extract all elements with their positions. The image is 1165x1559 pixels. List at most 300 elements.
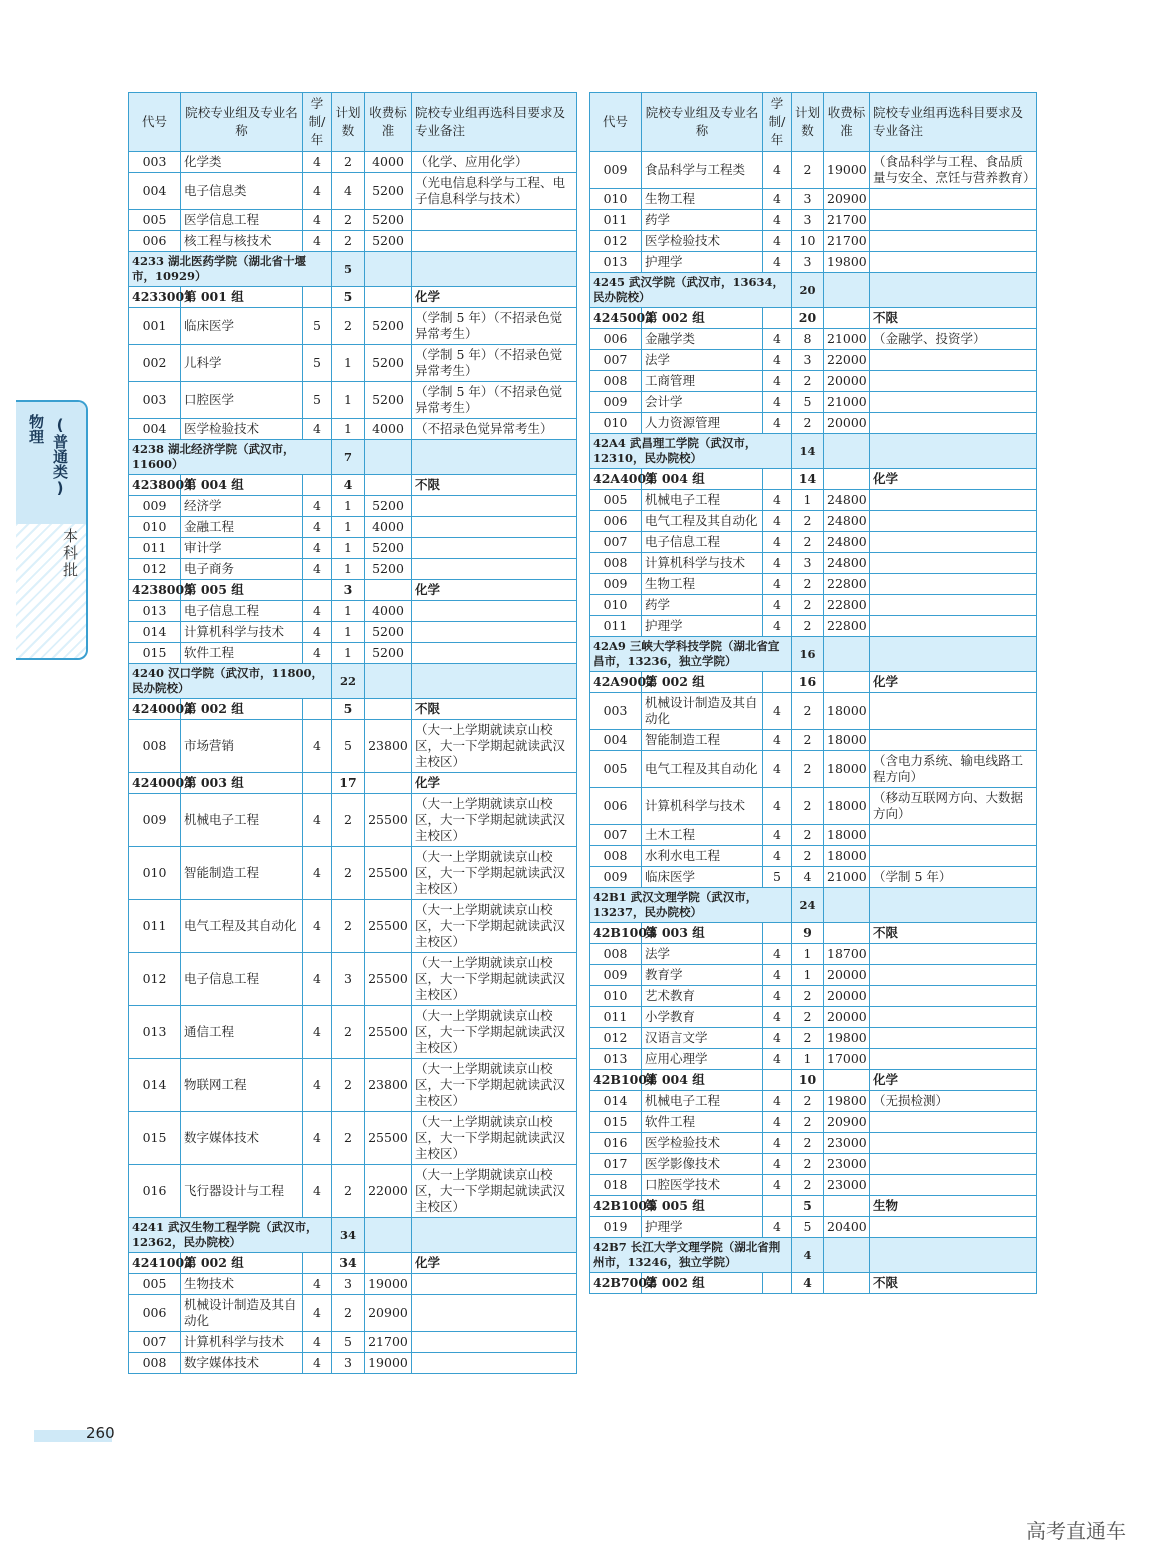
major-row: [590, 751, 1037, 788]
major-years: 4: [763, 511, 792, 532]
major-years: 4: [303, 622, 332, 643]
major-name: 水利水电工程: [642, 846, 763, 867]
major-code: 002: [129, 345, 181, 382]
major-name: 临床医学: [642, 867, 763, 888]
major-plan: 2: [332, 1295, 365, 1332]
major-note: [412, 1295, 577, 1332]
major-name: 经济学: [181, 496, 303, 517]
major-row: [129, 1112, 577, 1165]
group-fee-empty: [824, 1196, 870, 1217]
major-row: [129, 794, 577, 847]
major-row: [129, 1165, 577, 1218]
major-plan: 5: [792, 392, 824, 413]
major-years: 4: [763, 1133, 792, 1154]
major-row: [129, 1006, 577, 1059]
major-row: [590, 825, 1037, 846]
major-name: 法学: [642, 944, 763, 965]
major-code: 009: [590, 574, 642, 595]
major-plan: 1: [332, 419, 365, 440]
major-years: 4: [303, 601, 332, 622]
major-row: [590, 1112, 1037, 1133]
group-requirement: 不限: [870, 308, 1037, 329]
major-years: 4: [763, 413, 792, 434]
major-note: [870, 965, 1037, 986]
group-requirement: 不限: [870, 923, 1037, 944]
major-years: 4: [303, 1112, 332, 1165]
school-note-empty: [870, 273, 1037, 308]
group-row: [590, 923, 1037, 944]
major-years: 4: [303, 559, 332, 580]
major-fee: 20000: [824, 1007, 870, 1028]
major-fee: 19000: [365, 1353, 412, 1374]
major-fee: 25500: [365, 953, 412, 1006]
major-name: 智能制造工程: [642, 730, 763, 751]
group-name: 第 004 组: [642, 1070, 763, 1091]
major-note: [870, 511, 1037, 532]
group-years-empty: [763, 1273, 792, 1294]
group-code: 42B1005: [590, 1196, 642, 1217]
major-plan: 3: [792, 189, 824, 210]
major-row: [590, 1175, 1037, 1196]
major-code: 016: [129, 1165, 181, 1218]
major-plan: 2: [792, 751, 824, 788]
school-plan: 22: [332, 664, 365, 699]
major-years: 4: [763, 1217, 792, 1238]
major-years: 4: [303, 210, 332, 231]
major-name: 人力资源管理: [642, 413, 763, 434]
major-years: 4: [763, 532, 792, 553]
group-plan: 3: [332, 580, 365, 601]
major-name: 小学教育: [642, 1007, 763, 1028]
major-name: 金融学类: [642, 329, 763, 350]
major-code: 008: [590, 944, 642, 965]
group-requirement: 化学: [870, 1070, 1037, 1091]
major-note: [870, 490, 1037, 511]
major-years: 5: [763, 867, 792, 888]
major-fee: 4000: [365, 601, 412, 622]
major-fee: 21700: [365, 1332, 412, 1353]
major-row: [590, 846, 1037, 867]
header-name: 院校专业组及专业名称: [642, 93, 763, 152]
major-note: （金融学、投资学）: [870, 329, 1037, 350]
major-fee: 5200: [365, 382, 412, 419]
major-fee: 25500: [365, 1112, 412, 1165]
major-note: [870, 189, 1037, 210]
group-row: [129, 287, 577, 308]
school-row: [129, 252, 577, 287]
group-row: [129, 475, 577, 496]
major-plan: 1: [332, 622, 365, 643]
major-fee: 23800: [365, 1059, 412, 1112]
major-row: [590, 574, 1037, 595]
major-fee: 5200: [365, 173, 412, 210]
major-note: [412, 231, 577, 252]
major-fee: 21700: [824, 210, 870, 231]
school-name: 4241 武汉生物工程学院（武汉市，12362，民办院校）: [129, 1218, 332, 1253]
major-fee: 23000: [824, 1154, 870, 1175]
group-requirement: 化学: [870, 469, 1037, 490]
left-table: [128, 92, 577, 1374]
major-code: 010: [129, 847, 181, 900]
major-name: 临床医学: [181, 308, 303, 345]
major-name: 电子信息工程: [181, 953, 303, 1006]
major-plan: 3: [332, 953, 365, 1006]
major-name: 电气工程及其自动化: [181, 900, 303, 953]
major-row: [129, 1353, 577, 1374]
major-plan: 2: [332, 231, 365, 252]
major-code: 005: [129, 1274, 181, 1295]
major-code: 014: [129, 1059, 181, 1112]
major-years: 4: [303, 1006, 332, 1059]
group-years-empty: [303, 475, 332, 496]
major-fee: 4000: [365, 152, 412, 173]
major-name: 机械电子工程: [642, 1091, 763, 1112]
major-note: （大一上学期就读京山校区，大一下学期起就读武汉主校区）: [412, 720, 577, 773]
major-note: （光电信息科学与工程、电子信息科学与技术）: [412, 173, 577, 210]
left-table-body: [129, 152, 577, 1374]
major-plan: 2: [792, 986, 824, 1007]
major-code: 010: [590, 595, 642, 616]
major-name: 口腔医学技术: [642, 1175, 763, 1196]
major-code: 005: [590, 751, 642, 788]
major-years: 4: [763, 329, 792, 350]
group-fee-empty: [824, 1273, 870, 1294]
major-years: 4: [763, 1154, 792, 1175]
school-plan: 14: [792, 434, 824, 469]
major-plan: 2: [792, 511, 824, 532]
major-years: 5: [303, 382, 332, 419]
school-name: 4240 汉口学院（武汉市，11800，民办院校）: [129, 664, 332, 699]
major-name: 数字媒体技术: [181, 1353, 303, 1374]
group-plan: 4: [792, 1273, 824, 1294]
group-plan: 9: [792, 923, 824, 944]
school-name: 4233 湖北医药学院（湖北省十堰市，10929）: [129, 252, 332, 287]
group-code: 42A9002: [590, 672, 642, 693]
major-years: 4: [303, 847, 332, 900]
major-fee: 17000: [824, 1049, 870, 1070]
major-plan: 2: [792, 846, 824, 867]
major-note: [870, 986, 1037, 1007]
major-row: [590, 252, 1037, 273]
major-note: （学制 5 年）（不招录色觉异常考生）: [412, 308, 577, 345]
major-row: [129, 345, 577, 382]
major-plan: 3: [332, 1353, 365, 1374]
major-code: 012: [129, 953, 181, 1006]
major-row: [129, 643, 577, 664]
major-code: 004: [129, 419, 181, 440]
major-code: 014: [590, 1091, 642, 1112]
group-name: 第 002 组: [642, 672, 763, 693]
major-years: 4: [763, 1112, 792, 1133]
school-fee-empty: [824, 273, 870, 308]
major-years: 4: [303, 419, 332, 440]
school-fee-empty: [824, 637, 870, 672]
major-note: [870, 616, 1037, 637]
major-row: [590, 152, 1037, 189]
major-plan: 2: [332, 1112, 365, 1165]
major-code: 009: [129, 496, 181, 517]
major-fee: 22000: [365, 1165, 412, 1218]
major-name: 机械电子工程: [642, 490, 763, 511]
major-name: 教育学: [642, 965, 763, 986]
major-note: （含电力系统、输电线路工程方向）: [870, 751, 1037, 788]
major-fee: 24800: [824, 511, 870, 532]
group-fee-empty: [365, 287, 412, 308]
major-code: 016: [590, 1133, 642, 1154]
major-name: 口腔医学: [181, 382, 303, 419]
school-name: 42B1 武汉文理学院（武汉市，13237，民办院校）: [590, 888, 792, 923]
major-years: 4: [303, 794, 332, 847]
major-years: 4: [763, 1175, 792, 1196]
major-plan: 10: [792, 231, 824, 252]
group-years-empty: [763, 923, 792, 944]
major-row: [590, 371, 1037, 392]
major-fee: 20400: [824, 1217, 870, 1238]
group-name: 第 005 组: [181, 580, 303, 601]
major-plan: 3: [792, 553, 824, 574]
major-code: 013: [590, 1049, 642, 1070]
major-fee: 24800: [824, 532, 870, 553]
major-plan: 1: [792, 1049, 824, 1070]
major-note: [870, 1133, 1037, 1154]
major-name: 生物工程: [642, 189, 763, 210]
header-plan: 计划数: [332, 93, 365, 152]
major-name: 计算机科学与技术: [181, 1332, 303, 1353]
group-code: 4238004: [129, 475, 181, 496]
group-code: 4241002: [129, 1253, 181, 1274]
major-note: （无损检测）: [870, 1091, 1037, 1112]
major-fee: 19800: [824, 1028, 870, 1049]
major-row: [590, 329, 1037, 350]
major-code: 006: [129, 1295, 181, 1332]
major-name: 法学: [642, 350, 763, 371]
major-row: [129, 538, 577, 559]
group-years-empty: [763, 469, 792, 490]
school-row: [590, 637, 1037, 672]
school-row: [129, 440, 577, 475]
right-table-body: [590, 152, 1037, 1294]
major-years: 4: [763, 210, 792, 231]
major-fee: 18000: [824, 825, 870, 846]
major-fee: 25500: [365, 1006, 412, 1059]
group-plan: 20: [792, 308, 824, 329]
major-fee: 19800: [824, 252, 870, 273]
group-requirement: 化学: [412, 1253, 577, 1274]
major-code: 015: [129, 643, 181, 664]
major-name: 电气工程及其自动化: [642, 751, 763, 788]
major-code: 006: [590, 788, 642, 825]
major-note: （大一上学期就读京山校区，大一下学期起就读武汉主校区）: [412, 900, 577, 953]
major-plan: 1: [332, 559, 365, 580]
major-years: 4: [763, 553, 792, 574]
major-name: 护理学: [642, 1217, 763, 1238]
major-plan: 4: [792, 867, 824, 888]
major-plan: 2: [792, 152, 824, 189]
major-code: 003: [129, 382, 181, 419]
major-fee: 5200: [365, 231, 412, 252]
major-fee: 20900: [824, 189, 870, 210]
major-code: 005: [129, 210, 181, 231]
major-name: 工商管理: [642, 371, 763, 392]
group-fee-empty: [365, 1253, 412, 1274]
major-note: [412, 643, 577, 664]
group-requirement: 化学: [412, 773, 577, 794]
major-years: 4: [763, 252, 792, 273]
major-plan: 2: [332, 210, 365, 231]
group-fee-empty: [365, 475, 412, 496]
group-requirement: 化学: [412, 580, 577, 601]
school-note-empty: [870, 1238, 1037, 1273]
major-fee: 20900: [824, 1112, 870, 1133]
major-code: 006: [590, 329, 642, 350]
major-plan: 2: [792, 1007, 824, 1028]
school-plan: 4: [792, 1238, 824, 1273]
major-years: 4: [763, 944, 792, 965]
major-row: [129, 1059, 577, 1112]
major-fee: 5200: [365, 210, 412, 231]
major-row: [590, 511, 1037, 532]
major-code: 009: [129, 794, 181, 847]
major-years: 4: [763, 574, 792, 595]
major-name: 生物工程: [642, 574, 763, 595]
group-name: 第 002 组: [642, 1273, 763, 1294]
major-code: 012: [590, 1028, 642, 1049]
major-years: 4: [763, 1091, 792, 1112]
major-code: 008: [129, 720, 181, 773]
major-row: [129, 720, 577, 773]
major-plan: 3: [332, 1274, 365, 1295]
major-row: [129, 1332, 577, 1353]
major-row: [590, 532, 1037, 553]
major-note: [870, 1217, 1037, 1238]
major-plan: 2: [792, 574, 824, 595]
major-note: [870, 231, 1037, 252]
header-code: 代号: [129, 93, 181, 152]
major-row: [590, 1028, 1037, 1049]
major-note: [412, 1332, 577, 1353]
school-note-empty: [870, 888, 1037, 923]
school-fee-empty: [824, 888, 870, 923]
group-row: [590, 1070, 1037, 1091]
major-name: 机械电子工程: [181, 794, 303, 847]
major-plan: 2: [792, 1112, 824, 1133]
major-fee: 19800: [824, 1091, 870, 1112]
major-name: 医学检验技术: [181, 419, 303, 440]
major-years: 4: [763, 1007, 792, 1028]
major-row: [129, 231, 577, 252]
major-plan: 1: [792, 965, 824, 986]
major-note: [870, 825, 1037, 846]
major-note: [870, 350, 1037, 371]
school-fee-empty: [365, 1218, 412, 1253]
major-name: 电子信息工程: [642, 532, 763, 553]
major-code: 004: [590, 730, 642, 751]
major-row: [590, 1217, 1037, 1238]
major-fee: 23800: [365, 720, 412, 773]
major-row: [590, 413, 1037, 434]
major-code: 005: [590, 490, 642, 511]
major-years: 4: [303, 1165, 332, 1218]
major-fee: 24800: [824, 553, 870, 574]
major-note: [870, 1049, 1037, 1070]
major-code: 001: [129, 308, 181, 345]
school-fee-empty: [824, 1238, 870, 1273]
major-plan: 1: [332, 517, 365, 538]
major-name: 电子商务: [181, 559, 303, 580]
school-name: 42A9 三峡大学科技学院（湖北省宜昌市，13236，独立学院）: [590, 637, 792, 672]
major-plan: 2: [792, 788, 824, 825]
major-note: [870, 730, 1037, 751]
major-fee: 5200: [365, 308, 412, 345]
school-note-empty: [412, 252, 577, 287]
school-fee-empty: [365, 440, 412, 475]
major-row: [590, 595, 1037, 616]
major-fee: 18000: [824, 730, 870, 751]
major-row: [590, 788, 1037, 825]
major-fee: 21000: [824, 867, 870, 888]
major-fee: 25500: [365, 794, 412, 847]
group-name: 第 002 组: [181, 699, 303, 720]
group-fee-empty: [824, 308, 870, 329]
major-fee: 22800: [824, 616, 870, 637]
major-plan: 2: [332, 847, 365, 900]
major-name: 医学检验技术: [642, 1133, 763, 1154]
major-code: 014: [129, 622, 181, 643]
major-years: 4: [763, 1049, 792, 1070]
major-years: 4: [303, 517, 332, 538]
major-note: [870, 252, 1037, 273]
major-fee: 21000: [824, 392, 870, 413]
major-name: 土木工程: [642, 825, 763, 846]
school-plan: 16: [792, 637, 824, 672]
group-years-empty: [763, 1070, 792, 1091]
major-fee: 24800: [824, 490, 870, 511]
major-note: [870, 210, 1037, 231]
major-name: 护理学: [642, 252, 763, 273]
major-code: 010: [590, 189, 642, 210]
group-name: 第 002 组: [642, 308, 763, 329]
major-note: [412, 496, 577, 517]
school-plan: 7: [332, 440, 365, 475]
group-code: 4240002: [129, 699, 181, 720]
group-plan: 5: [792, 1196, 824, 1217]
major-row: [129, 1295, 577, 1332]
major-code: 009: [590, 965, 642, 986]
school-note-empty: [412, 1218, 577, 1253]
school-name: 4238 湖北经济学院（武汉市，11600）: [129, 440, 332, 475]
school-row: [590, 1238, 1037, 1273]
major-row: [129, 900, 577, 953]
major-row: [590, 350, 1037, 371]
major-years: 4: [763, 693, 792, 730]
school-row: [590, 273, 1037, 308]
major-note: [870, 595, 1037, 616]
group-plan: 5: [332, 699, 365, 720]
major-plan: 2: [792, 1154, 824, 1175]
major-note: （大一上学期就读京山校区，大一下学期起就读武汉主校区）: [412, 1006, 577, 1059]
major-row: [590, 1007, 1037, 1028]
group-name: 第 003 组: [181, 773, 303, 794]
school-fee-empty: [824, 434, 870, 469]
major-years: 4: [763, 846, 792, 867]
major-fee: 23000: [824, 1175, 870, 1196]
major-row: [590, 944, 1037, 965]
watermark: 高考直通车: [1026, 1519, 1126, 1543]
major-code: 006: [590, 511, 642, 532]
major-row: [590, 1091, 1037, 1112]
group-plan: 10: [792, 1070, 824, 1091]
major-plan: 2: [332, 308, 365, 345]
